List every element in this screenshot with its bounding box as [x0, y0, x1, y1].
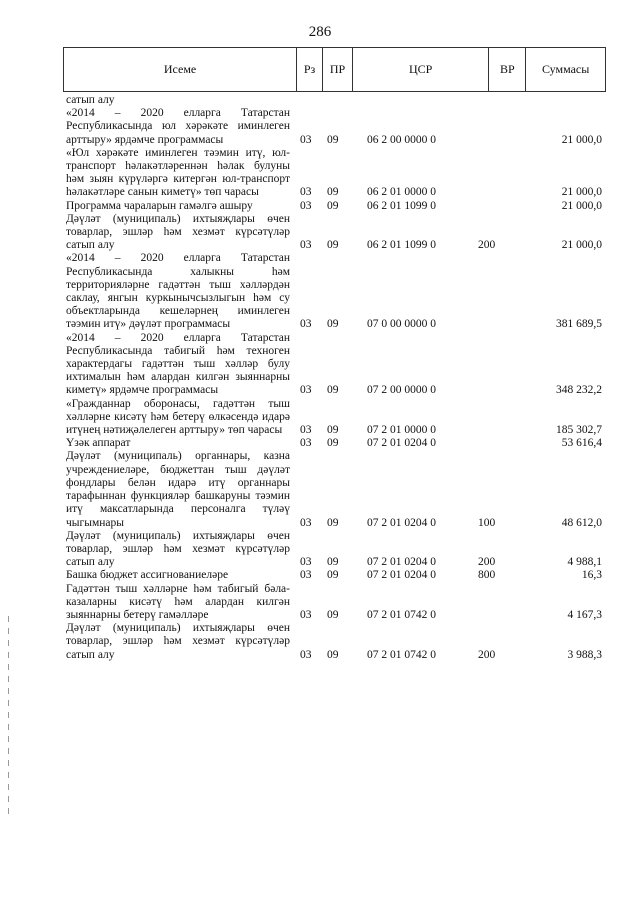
- row-csr: 07 0 00 0000 0: [367, 318, 436, 331]
- row-csr: 07 2 01 0742 0: [367, 648, 436, 661]
- table-row: [66, 147, 606, 200]
- row-name: Башка бюджет ассигнованиеләре: [66, 569, 229, 582]
- table-body: [66, 94, 606, 662]
- row-rz: 03: [300, 133, 312, 146]
- table-row: [66, 450, 606, 529]
- row-csr: 07 2 01 0000 0: [367, 424, 436, 437]
- row-name: Дәүләт (муниципаль) органнары, казна учреждениеләре, бюджеттан тыш дәүләт фондлары белән идарә итү органнары тарафыннан функцияләр башкаруны тәэмин итү максатларында персоналга түләү чыгымнары: [66, 450, 290, 529]
- header-vr: ВР: [489, 48, 526, 91]
- row-rz: 03: [300, 424, 312, 437]
- row-sum: 48 612,0: [561, 516, 602, 529]
- row-sum: 21 000,0: [561, 133, 602, 146]
- row-pr: 09: [327, 556, 339, 569]
- row-rz: 03: [300, 569, 312, 582]
- table-row: [66, 622, 606, 662]
- header-name: Исеме: [64, 48, 297, 91]
- table-row: [66, 213, 606, 253]
- row-sum: 4 988,1: [567, 556, 602, 569]
- table-row: [66, 252, 606, 331]
- row-name: Дәүләт (муниципаль) ихтыяҗлары өчен товарлар, эшләр һәм хезмәт күрсәтүләр сатып алу: [66, 212, 290, 252]
- row-rz: 03: [300, 608, 312, 621]
- table-row: [66, 530, 606, 570]
- row-name: «2014 – 2020 елларга Татарстан Республикасында табигый һәм техноген характердагы гадәттән тыш хәлләр булу ихтималын һәм алардан килгән зыяннарны киметү» ярдәмче программасы: [66, 331, 290, 397]
- row-sum: 53 616,4: [561, 437, 602, 450]
- header-pr: ПР: [323, 48, 353, 91]
- row-pr: 09: [327, 239, 339, 252]
- row-name: «Гражданнар оборонасы, гадәттән тыш хәлләрне кисәтү һәм бетерү өлкәсендә идарә итүнең нәтиҗәлелеген арттыру» төп чарасы: [66, 397, 290, 437]
- table-row: [66, 398, 606, 438]
- row-csr: 07 2 00 0000 0: [367, 384, 436, 397]
- row-rz: 03: [300, 199, 312, 212]
- row-rz: 03: [300, 556, 312, 569]
- table-row: [66, 107, 606, 147]
- scan-margin-mark: [8, 616, 9, 816]
- row-pr: 09: [327, 516, 339, 529]
- row-pr: 09: [327, 437, 339, 450]
- row-csr: 06 2 01 1099 0: [367, 239, 436, 252]
- header-csr: ЦСР: [353, 48, 490, 91]
- row-pr: 09: [327, 133, 339, 146]
- row-pr: 09: [327, 384, 339, 397]
- row-vr: 200: [478, 648, 496, 661]
- row-rz: 03: [300, 648, 312, 661]
- row-sum: 21 000,0: [561, 199, 602, 212]
- row-csr: 07 2 01 0204 0: [367, 516, 436, 529]
- table-row: [66, 332, 606, 398]
- row-pr: 09: [327, 318, 339, 331]
- row-pr: 09: [327, 648, 339, 661]
- row-name: «2014 – 2020 елларга Татарстан Республикасында юл хәрәкәте иминлеген арттыру» ярдәмче программасы: [66, 107, 290, 146]
- table-row: [66, 583, 606, 623]
- table-row: [66, 94, 606, 107]
- row-csr: 06 2 01 1099 0: [367, 199, 436, 212]
- row-rz: 03: [300, 239, 312, 252]
- row-rz: 03: [300, 384, 312, 397]
- row-vr: 200: [478, 239, 496, 252]
- row-rz: 03: [300, 516, 312, 529]
- row-csr: 06 2 00 0000 0: [367, 133, 436, 146]
- page-number: 286: [308, 24, 332, 40]
- row-pr: 09: [327, 199, 339, 212]
- row-csr: 07 2 01 0204 0: [367, 556, 436, 569]
- row-csr: 07 2 01 0204 0: [367, 437, 436, 450]
- table-header: [63, 47, 606, 92]
- row-sum: 21 000,0: [561, 186, 602, 199]
- row-vr: 800: [478, 569, 496, 582]
- table-row: [66, 200, 606, 213]
- row-rz: 03: [300, 318, 312, 331]
- row-name: Дәүләт (муниципаль) ихтыяҗлары өчен товарлар, эшләр һәм хезмәт күрсәтүләр сатып алу: [66, 529, 290, 569]
- row-name: Гадәттән тыш хәлләрне һәм табигый бәла-казаларны кисәтү һәм алардан килгән зыяннарны бетерү гамәлләре: [66, 582, 290, 621]
- row-sum: 21 000,0: [561, 239, 602, 252]
- row-sum: 3 988,3: [567, 648, 602, 661]
- table-row: [66, 569, 606, 582]
- row-sum: 185 302,7: [556, 424, 602, 437]
- row-pr: 09: [327, 569, 339, 582]
- row-name: Программа чараларын гамәлгә ашыру: [66, 199, 253, 212]
- header-rz: Рз: [297, 48, 323, 91]
- row-name: сатып алу: [66, 94, 115, 106]
- row-csr: 06 2 01 0000 0: [367, 186, 436, 199]
- row-sum: 16,3: [581, 569, 602, 582]
- row-rz: 03: [300, 186, 312, 199]
- row-vr: 200: [478, 556, 496, 569]
- row-pr: 09: [327, 186, 339, 199]
- row-sum: 4 167,3: [567, 608, 602, 621]
- table-row: [66, 437, 606, 450]
- row-csr: 07 2 01 0204 0: [367, 569, 436, 582]
- row-rz: 03: [300, 437, 312, 450]
- row-vr: 100: [478, 516, 496, 529]
- row-name: Дәүләт (муниципаль) ихтыяҗлары өчен товарлар, эшләр һәм хезмәт күрсәтүләр сатып алу: [66, 622, 290, 661]
- row-sum: 381 689,5: [556, 318, 602, 331]
- row-pr: 09: [327, 608, 339, 621]
- row-sum: 348 232,2: [556, 384, 602, 397]
- row-name: «2014 – 2020 елларга Татарстан Республикасында халыкны һәм территорияләрне гадәттән тыш хәлләрдән саклау, янгын куркынычсызлыгын һәм су объектларында кешеләрнең иминлеген тәэмин итү» дәүләт программасы: [66, 252, 290, 331]
- row-pr: 09: [327, 424, 339, 437]
- row-csr: 07 2 01 0742 0: [367, 608, 436, 621]
- header-sum: Суммасы: [541, 62, 590, 76]
- row-name: «Юл хәрәкәте иминлеген тәэмин итү, юл-транспорт һәлакәтләреннән һәлак булуны һәм зыян күрүләргә китергән юл-транспорт һәлакәтләре санын киметү» төп чарасы: [66, 146, 290, 199]
- row-name: Үзәк аппарат: [66, 437, 131, 450]
